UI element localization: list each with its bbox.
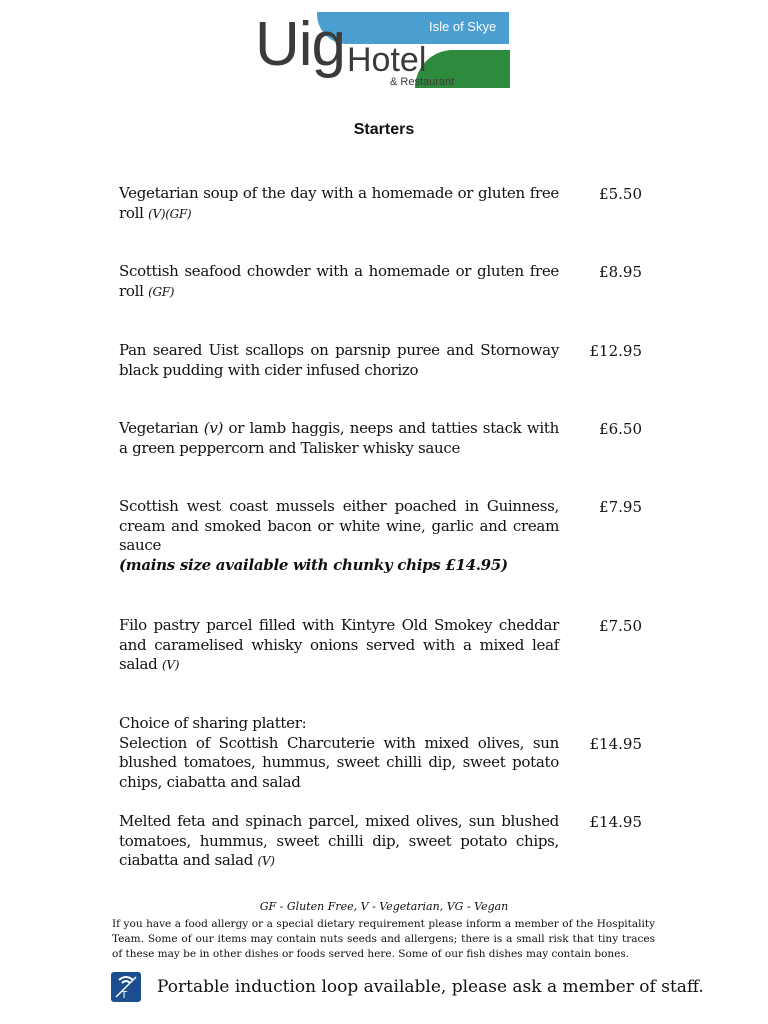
menu-item bbox=[119, 184, 559, 224]
item-description: Scottish seafood chowder with a homemade or gluten free roll bbox=[119, 262, 559, 300]
diet-tag: (V) bbox=[161, 658, 180, 672]
item-description: Melted feta and spinach parcel, mixed olives, sun blushed tomatoes, hummus, sweet chilli dip, sweet potato chips, ciabatta and salad bbox=[119, 812, 559, 869]
item-price: £8.95 bbox=[599, 263, 642, 281]
logo-location: Isle of Skye bbox=[429, 19, 497, 34]
menu-item bbox=[119, 616, 559, 676]
logo-subtitle: & Restaurant bbox=[390, 76, 455, 88]
item-price: £5.50 bbox=[599, 185, 642, 203]
menu-item bbox=[119, 812, 559, 872]
menu-item bbox=[119, 262, 559, 302]
menu-heading: Starters bbox=[353, 121, 415, 138]
item-description: Filo pastry parcel filled with Kintyre Old Smokey cheddar and caramelised whisky onions served with a mixed leaf salad bbox=[119, 616, 559, 673]
item-price: £12.95 bbox=[589, 342, 642, 360]
induction-loop-notice: Portable induction loop available, please ask a member of staff. bbox=[157, 977, 704, 997]
item-intro: Choice of sharing platter: bbox=[119, 714, 307, 732]
item-description-start: Vegetarian bbox=[119, 419, 199, 437]
menu-item bbox=[119, 419, 559, 458]
item-price: £7.50 bbox=[599, 617, 642, 635]
logo-brand-main: Uig bbox=[255, 10, 346, 79]
hotel-logo bbox=[255, 10, 511, 90]
item-description: Pan seared Uist scallops on parsnip puree and Stornoway black pudding with cider infused chorizo bbox=[119, 341, 559, 379]
svg-text:T: T bbox=[121, 990, 128, 1001]
diet-tag: (v) bbox=[203, 419, 224, 437]
item-price: £14.95 bbox=[589, 735, 642, 753]
menu-item bbox=[119, 497, 559, 575]
item-description: Selection of Scottish Charcuterie with mixed olives, sun blushed tomatoes, hummus, sweet chilli dip, sweet potato chips, ciabatta and salad bbox=[119, 733, 559, 791]
menu-item bbox=[119, 714, 559, 792]
item-description-end: or lamb haggis, neeps and tatties stack with a green peppercorn and Talisker whisky sauce bbox=[119, 419, 560, 457]
diet-tag: (V) bbox=[257, 854, 275, 868]
hearing-loop-icon bbox=[111, 972, 141, 1002]
diet-tag: (GF) bbox=[148, 284, 175, 299]
diet-legend: GF - Gluten Free, V - Vegetarian, VG - Vegan bbox=[259, 900, 509, 913]
diet-tag: (V)(GF) bbox=[148, 206, 192, 221]
allergy-notice: If you have a food allergy or a special dietary requirement please inform a member of the Hospitality Team. Some of our items may contain nuts seeds and allergens; there is a small risk that tiny traces of these may be in other dishes or foods served here. Some of our fish dishes may contain bones. bbox=[112, 918, 655, 960]
item-description: Scottish west coast mussels either poached in Guinness, cream and smoked bacon or white wine, garlic and cream sauce bbox=[119, 497, 559, 554]
item-description: Vegetarian soup of the day with a homemade or gluten free roll bbox=[119, 184, 559, 222]
logo-brand-second: Hotel bbox=[347, 41, 427, 79]
menu-item bbox=[119, 341, 559, 380]
item-price: £7.95 bbox=[599, 498, 642, 516]
item-note: (mains size available with chunky chips £14.95) bbox=[119, 555, 508, 574]
item-price: £14.95 bbox=[589, 813, 642, 831]
item-price: £6.50 bbox=[599, 420, 642, 438]
